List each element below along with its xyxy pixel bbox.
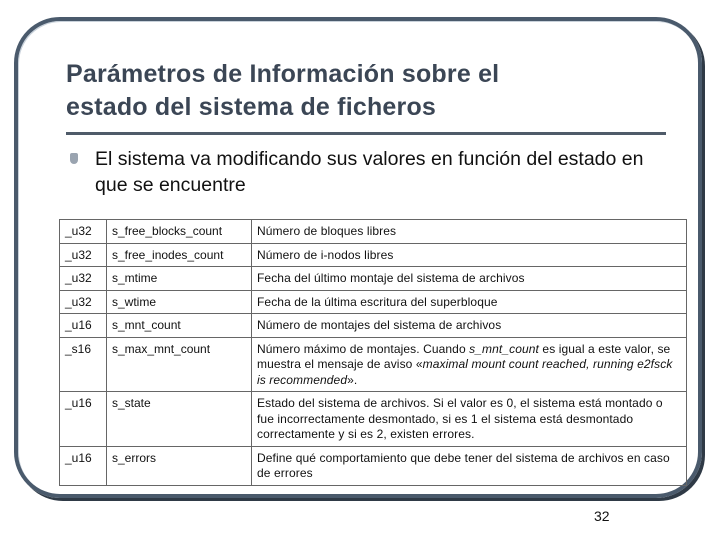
type-cell: _s16 <box>60 337 107 392</box>
description-cell: Estado del sistema de archivos. Si el valor es 0, el sistema está montado o fue incorrectamente desmontado, si es 1 el sistema está desmontado correctamente y si es 2, existen errores. <box>252 392 687 447</box>
warning-message: maximal mount count reached, running e2fsck is recommended <box>257 357 673 387</box>
table-row <box>60 337 687 392</box>
type-cell: _u16 <box>60 392 107 447</box>
description-text: es igual a este valor, se muestra el mensaje de aviso « <box>257 341 671 371</box>
title-line-1: Parámetros de Información sobre el <box>66 60 500 88</box>
field-cell: s_state <box>107 392 252 447</box>
table-row <box>60 290 687 314</box>
field-reference: s_mnt_count <box>469 341 539 356</box>
field-cell: s_mtime <box>107 267 252 291</box>
slide-title <box>66 58 666 124</box>
description-cell: Número de bloques libres <box>252 220 687 244</box>
description-cell: Número de i-nodos libres <box>252 243 687 267</box>
description-cell: Fecha del último montaje del sistema de archivos <box>252 267 687 291</box>
bullet-icon <box>70 153 78 164</box>
type-cell: _u32 <box>60 290 107 314</box>
bullet-text: El sistema va modificando sus valores en función del estado en que se encuentre <box>95 148 644 196</box>
description-cell: Número de montajes del sistema de archivos <box>252 314 687 338</box>
table-row <box>60 446 687 485</box>
field-cell: s_free_inodes_count <box>107 243 252 267</box>
description-cell <box>252 337 687 392</box>
table-row <box>60 314 687 338</box>
table-row <box>60 267 687 291</box>
type-cell: _u32 <box>60 220 107 244</box>
field-cell: s_max_mnt_count <box>107 337 252 392</box>
field-cell: s_errors <box>107 446 252 485</box>
description-cell: Fecha de la última escritura del superbloque <box>252 290 687 314</box>
type-cell: _u16 <box>60 314 107 338</box>
type-cell: _u32 <box>60 267 107 291</box>
table-row <box>60 392 687 447</box>
field-cell: s_wtime <box>107 290 252 314</box>
page-number: 32 <box>594 508 610 524</box>
description-text: ». <box>347 372 358 387</box>
type-cell: _u32 <box>60 243 107 267</box>
field-cell: s_mnt_count <box>107 314 252 338</box>
title-line-2: estado del sistema de ficheros <box>66 93 437 121</box>
parameters-table <box>59 219 687 486</box>
description-cell: Define qué comportamiento que debe tener del sistema de archivos en caso de errores <box>252 446 687 485</box>
type-cell: _u16 <box>60 446 107 485</box>
table-row <box>60 220 687 244</box>
title-underline <box>66 132 666 135</box>
field-cell: s_free_blocks_count <box>107 220 252 244</box>
table-row <box>60 243 687 267</box>
description-text: Número máximo de montajes. Cuando <box>257 341 470 356</box>
